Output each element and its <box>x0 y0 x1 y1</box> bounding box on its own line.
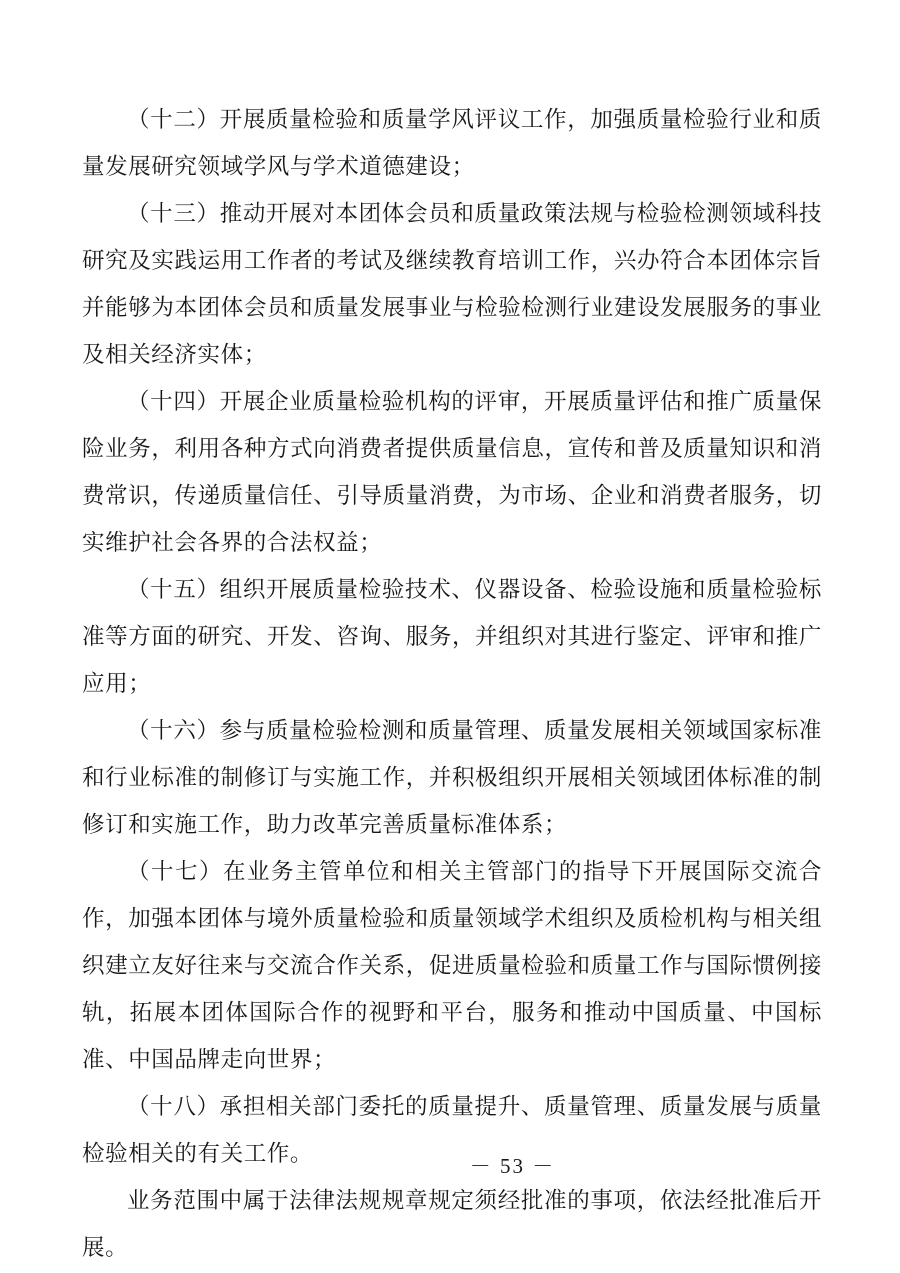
paragraph: （十三）推动开展对本团体会员和质量政策法规与检验检测领域科技研究及实践运用工作者的考试及继续教育培训工作，兴办符合本团体宗旨并能够为本团体会员和质量发展事业与检验检测行业建设发展服务的事业及相关经济实体； <box>82 201 822 367</box>
document-body <box>82 96 822 1271</box>
page-number: － 53 － <box>469 1154 556 1178</box>
paragraph: （十二）开展质量检验和质量学风评议工作，加强质量检验行业和质量发展研究领域学风与学术道德建设； <box>82 107 822 179</box>
paragraph: 业务范围中属于法律法规规章规定须经批准的事项，依法经批准后开展。 <box>82 1188 822 1260</box>
paragraph: （十七）在业务主管单位和相关主管部门的指导下开展国际交流合作，加强本团体与境外质量检验和质量领域学术组织及质检机构与相关组织建立友好往来与交流合作关系，促进质量检验和质量工作与国际惯例接轨，拓展本团体国际合作的视野和平台，服务和推动中国质量、中国标准、中国品牌走向世界； <box>82 859 822 1072</box>
paragraph: （十四）开展企业质量检验机构的评审，开展质量评估和推广质量保险业务，利用各种方式向消费者提供质量信息，宣传和普及质量知识和消费常识，传递质量信任、引导质量消费，为市场、企业和消费者服务，切实维护社会各界的合法权益； <box>82 389 822 555</box>
paragraph: （十六）参与质量检验检测和质量管理、质量发展相关领域国家标准和行业标准的制修订与实施工作，并积极组织开展相关领域团体标准的制修订和实施工作，助力改革完善质量标准体系； <box>82 718 822 837</box>
paragraph: （十八）承担相关部门委托的质量提升、质量管理、质量发展与质量检验相关的有关工作。 <box>82 1094 822 1166</box>
paragraph: （十五）组织开展质量检验技术、仪器设备、检验设施和质量检验标准等方面的研究、开发、咨询、服务，并组织对其进行鉴定、评审和推广应用； <box>82 577 822 696</box>
